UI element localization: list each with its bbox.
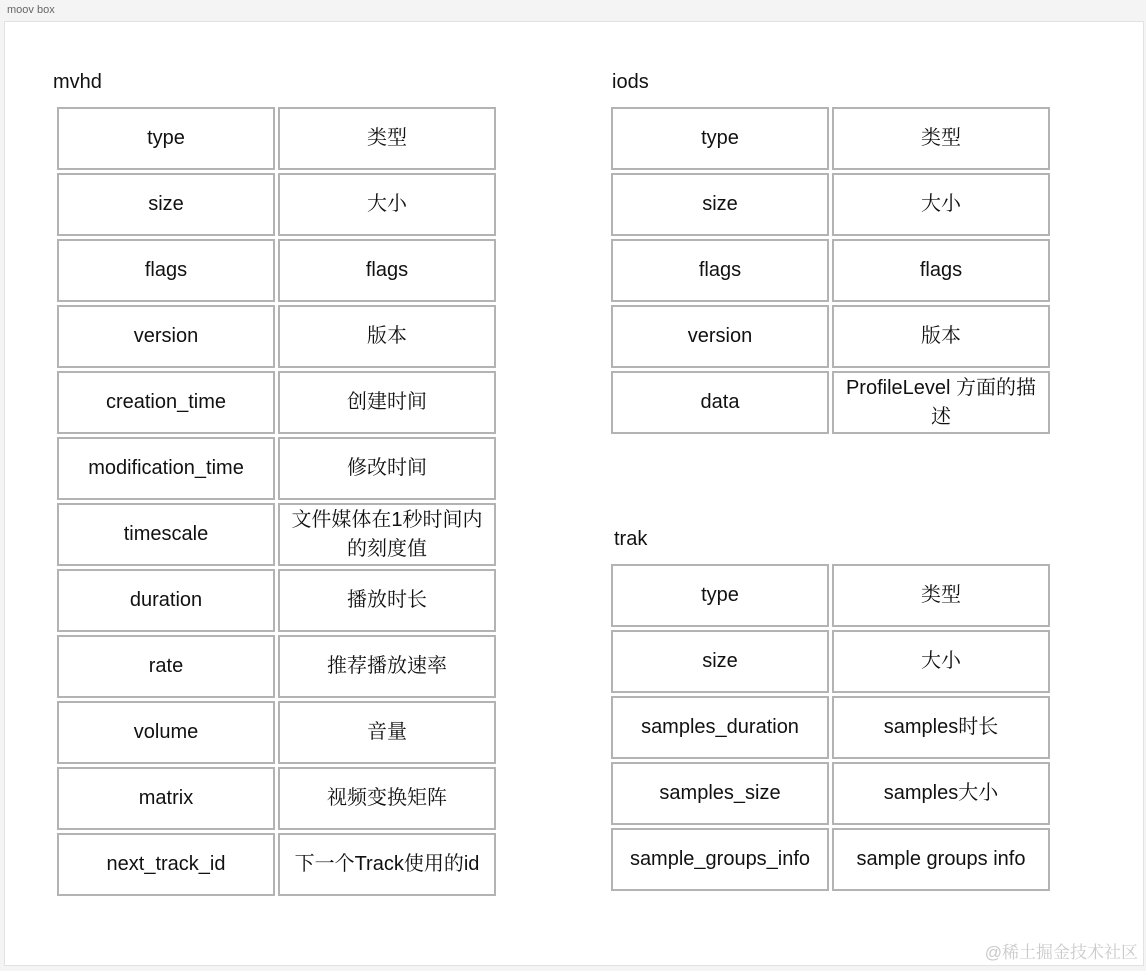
mvhd-value-cell: 创建时间 — [278, 371, 496, 434]
mvhd-key-cell: creation_time — [57, 371, 275, 434]
mvhd-key-cell: volume — [57, 701, 275, 764]
trak-key-cell: sample_groups_info — [611, 828, 829, 891]
watermark: @稀土掘金技术社区 — [984, 943, 1138, 962]
iods-table — [611, 107, 1050, 434]
trak-key-cell: size — [611, 630, 829, 693]
mvhd-value-cell: 推荐播放速率 — [278, 635, 496, 698]
mvhd-key-cell: timescale — [57, 503, 275, 566]
trak-value-cell: 大小 — [832, 630, 1050, 693]
mvhd-value-cell: flags — [278, 239, 496, 302]
mvhd-title: mvhd — [53, 71, 102, 93]
iods-value-cell: 版本 — [832, 305, 1050, 368]
trak-key-cell: samples_duration — [611, 696, 829, 759]
iods-key-cell: size — [611, 173, 829, 236]
mvhd-value-cell: 音量 — [278, 701, 496, 764]
frame-label: moov box — [7, 4, 55, 16]
diagram-canvas — [4, 21, 1144, 966]
mvhd-value-cell: 版本 — [278, 305, 496, 368]
mvhd-value-cell: 下一个Track使用的id — [278, 833, 496, 896]
mvhd-value-cell: 大小 — [278, 173, 496, 236]
trak-table — [611, 564, 1050, 891]
iods-title: iods — [612, 71, 649, 93]
iods-key-cell: version — [611, 305, 829, 368]
mvhd-value-cell: 修改时间 — [278, 437, 496, 500]
mvhd-key-cell: size — [57, 173, 275, 236]
mvhd-key-cell: version — [57, 305, 275, 368]
mvhd-key-cell: matrix — [57, 767, 275, 830]
trak-key-cell: type — [611, 564, 829, 627]
iods-value-cell: flags — [832, 239, 1050, 302]
mvhd-value-cell: 播放时长 — [278, 569, 496, 632]
mvhd-key-cell: flags — [57, 239, 275, 302]
trak-value-cell: samples时长 — [832, 696, 1050, 759]
mvhd-key-cell: modification_time — [57, 437, 275, 500]
trak-value-cell: samples大小 — [832, 762, 1050, 825]
mvhd-key-cell: next_track_id — [57, 833, 275, 896]
iods-key-cell: type — [611, 107, 829, 170]
mvhd-value-cell: 视频变换矩阵 — [278, 767, 496, 830]
mvhd-key-cell: duration — [57, 569, 275, 632]
mvhd-value-cell: 类型 — [278, 107, 496, 170]
iods-key-cell: data — [611, 371, 829, 434]
mvhd-table — [57, 107, 496, 896]
trak-value-cell: 类型 — [832, 564, 1050, 627]
trak-key-cell: samples_size — [611, 762, 829, 825]
iods-value-cell: 大小 — [832, 173, 1050, 236]
iods-key-cell: flags — [611, 239, 829, 302]
trak-title: trak — [614, 528, 648, 550]
iods-value-cell: ProfileLevel 方面的描述 — [832, 371, 1050, 434]
mvhd-value-cell: 文件媒体在1秒时间内的刻度值 — [278, 503, 496, 566]
trak-value-cell: sample groups info — [832, 828, 1050, 891]
iods-value-cell: 类型 — [832, 107, 1050, 170]
mvhd-key-cell: rate — [57, 635, 275, 698]
mvhd-key-cell: type — [57, 107, 275, 170]
